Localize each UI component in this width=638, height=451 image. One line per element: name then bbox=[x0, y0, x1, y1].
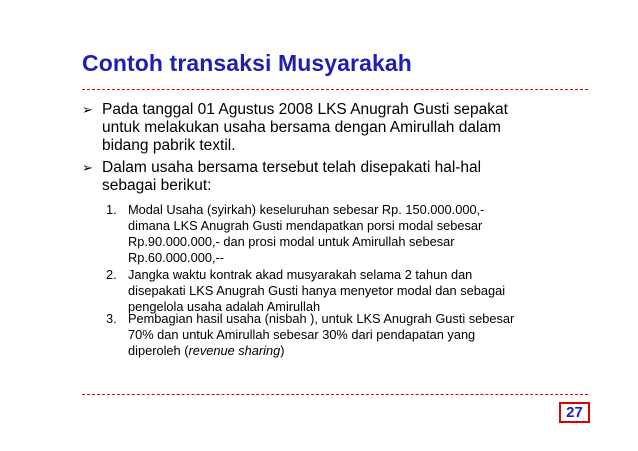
bullet-text bbox=[102, 101, 602, 155]
bullet-item bbox=[82, 101, 602, 155]
item-line: disepakati LKS Anugrah Gusti hanya menyetor modal dan sebagai bbox=[128, 283, 506, 298]
bullet-item bbox=[82, 159, 602, 195]
numbered-item bbox=[106, 267, 596, 315]
item-text bbox=[128, 202, 596, 266]
item-line: Pembagian hasil usaha (nisbah ), untuk LKS Anugrah Gusti sebesar bbox=[128, 311, 515, 326]
slide-title: Contoh transaksi Musyarakah bbox=[82, 50, 412, 76]
title-divider bbox=[82, 89, 588, 90]
item-line-prefix: diperoleh ( bbox=[128, 343, 189, 358]
revenue-sharing-term: revenue sharing bbox=[188, 343, 281, 358]
item-number: 1. bbox=[106, 202, 117, 217]
bullet-line: Pada tanggal 01 Agustus 2008 LKS Anugrah Gusti sepakat bbox=[102, 101, 508, 118]
numbered-item bbox=[106, 311, 596, 359]
item-line: Jangka waktu kontrak akad musyarakah selama 2 tahun dan bbox=[128, 267, 473, 282]
item-line: Rp.60.000.000,-- bbox=[128, 250, 225, 265]
bullet-line: Dalam usaha bersama tersebut telah disepakati hal-hal bbox=[102, 159, 482, 176]
footer-divider bbox=[82, 394, 588, 395]
bullet-line: untuk melakukan usaha bersama dengan Amirullah dalam bbox=[102, 119, 501, 136]
bullet-line: sebagai berikut: bbox=[102, 177, 212, 194]
item-number: 3. bbox=[106, 311, 117, 326]
arrow-bullet-icon: ➢ bbox=[82, 102, 93, 117]
item-text bbox=[128, 267, 596, 315]
item-line: 70% dan untuk Amirullah sebesar 30% dari pendapatan yang bbox=[128, 327, 476, 342]
numbered-item bbox=[106, 202, 596, 266]
item-line: Rp.90.000.000,- dan prosi modal untuk Amirullah sebesar bbox=[128, 234, 455, 249]
bullet-line: bidang pabrik textil. bbox=[102, 137, 236, 154]
page-number-badge: 27 bbox=[559, 402, 590, 423]
item-line bbox=[128, 343, 285, 358]
item-line: Modal Usaha (syirkah) keseluruhan sebesar Rp. 150.000.000,- bbox=[128, 202, 485, 217]
item-line: pengelola usaha adalah Amirullah bbox=[128, 299, 321, 314]
item-text bbox=[128, 311, 596, 359]
item-line-suffix: ) bbox=[280, 343, 285, 358]
bullet-text bbox=[102, 159, 602, 195]
arrow-bullet-icon: ➢ bbox=[82, 160, 93, 175]
item-number: 2. bbox=[106, 267, 117, 282]
item-line: dimana LKS Anugrah Gusti mendapatkan porsi modal sebesar bbox=[128, 218, 483, 233]
